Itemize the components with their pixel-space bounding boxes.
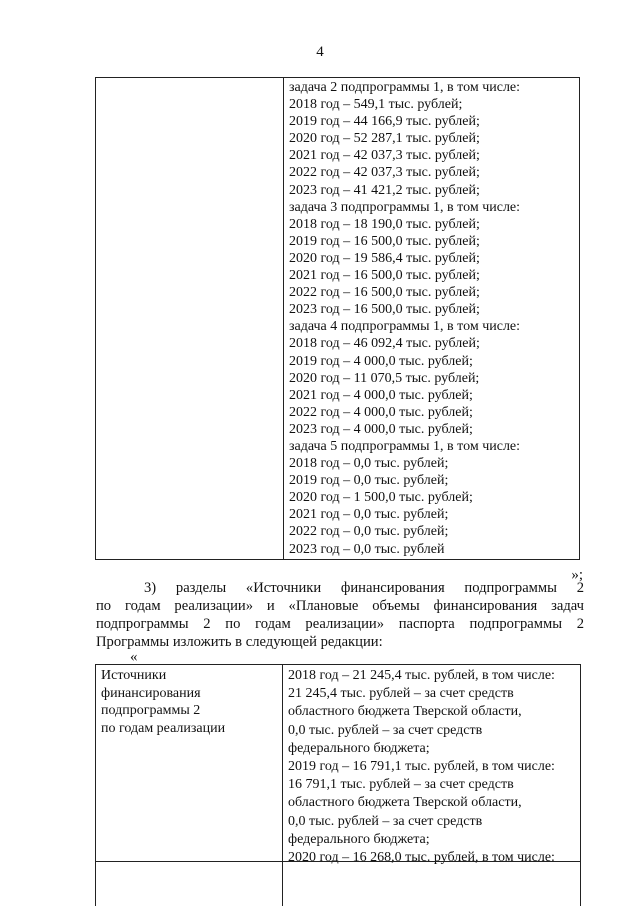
table1-line: 2019 год – 0,0 тыс. рублей;	[289, 473, 449, 489]
paragraph-line: подпрограммы 2 по годам реализации» паспорта подпрограммы 2	[96, 616, 584, 632]
closing-quote: »;	[571, 567, 583, 583]
table2-heading-line: финансирования	[101, 685, 201, 701]
page-number: 4	[316, 44, 324, 60]
table2-right-cell	[283, 665, 580, 906]
table1-line: 2019 год – 4 000,0 тыс. рублей;	[289, 353, 473, 369]
table1-line: 2019 год – 44 166,9 тыс. рублей;	[289, 114, 480, 130]
table1-line: 2023 год – 0,0 тыс. рублей	[289, 541, 445, 557]
table1-line: 2021 год – 0,0 тыс. рублей;	[289, 507, 449, 523]
table2-line: 21 245,4 тыс. рублей – за счет средств	[288, 686, 514, 702]
table1-right-cell	[284, 78, 579, 559]
table1-line: 2018 год – 18 190,0 тыс. рублей;	[289, 216, 480, 232]
table2-line: 0,0 тыс. рублей – за счет средств	[288, 722, 483, 738]
paragraph-line: 3) разделы «Источники финансирования подпрограммы 2	[144, 580, 584, 596]
table1-line: задача 2 подпрограммы 1, в том числе:	[289, 80, 521, 95]
table1-line: 2023 год – 41 421,2 тыс. рублей;	[289, 182, 480, 198]
table1-line: 2020 год – 52 287,1 тыс. рублей;	[289, 131, 480, 147]
table2-line: 0,0 тыс. рублей – за счет средств	[288, 813, 483, 829]
table2-heading-line: подпрограммы 2	[101, 703, 201, 718]
table1-line: 2020 год – 11 070,5 тыс. рублей;	[289, 370, 480, 386]
table2-line: 2018 год – 21 245,4 тыс. рублей, в том числе:	[288, 668, 555, 683]
table2-heading-line: Источники	[101, 668, 167, 683]
table1-line: 2019 год – 16 500,0 тыс. рублей;	[289, 233, 480, 249]
funding-sources-table	[95, 664, 581, 906]
table2-heading-line: по годам реализации	[101, 720, 226, 736]
table2-line: областного бюджета Тверской области,	[288, 795, 522, 811]
table1-line: 2021 год – 4 000,0 тыс. рублей;	[289, 387, 473, 403]
table1-line: задача 4 подпрограммы 1, в том числе:	[289, 319, 521, 335]
table1-line: задача 3 подпрограммы 1, в том числе:	[289, 199, 521, 215]
paragraph-line: Программы изложить в следующей редакции:	[96, 634, 383, 650]
table1-line: 2018 год – 549,1 тыс. рублей;	[289, 97, 463, 113]
table1-line: 2022 год – 42 037,3 тыс. рублей;	[289, 165, 480, 181]
table1-line: 2020 год – 1 500,0 тыс. рублей;	[289, 490, 473, 506]
table2-left-cell	[96, 665, 283, 906]
table1-left-cell	[96, 78, 284, 559]
opening-quote: «	[130, 649, 138, 665]
table2-row-divider	[95, 861, 581, 862]
table2-line: 16 791,1 тыс. рублей – за счет средств	[288, 777, 514, 793]
table2-line: федерального бюджета;	[288, 740, 430, 756]
table1-line: 2021 год – 16 500,0 тыс. рублей;	[289, 268, 480, 284]
table2-line: областного бюджета Тверской области,	[288, 704, 522, 720]
table1-line: 2022 год – 0,0 тыс. рублей;	[289, 524, 449, 540]
table1-line: задача 5 подпрограммы 1, в том числе:	[289, 438, 521, 454]
table2-line: 2019 год – 16 791,1 тыс. рублей, в том числе:	[288, 759, 555, 775]
amendment-paragraph	[96, 579, 584, 651]
table1-line: 2023 год – 4 000,0 тыс. рублей;	[289, 421, 473, 437]
table1-line: 2018 год – 0,0 тыс. рублей;	[289, 456, 449, 472]
paragraph-line: по годам реализации» и «Плановые объемы финансирования задач	[96, 598, 584, 614]
table1-line: 2023 год – 16 500,0 тыс. рублей;	[289, 302, 480, 318]
table2-line: федерального бюджета;	[288, 831, 430, 847]
table1-line: 2018 год – 46 092,4 тыс. рублей;	[289, 336, 480, 352]
table2-line: 2020 год – 16 268,0 тыс. рублей, в том числе:	[288, 850, 555, 866]
funding-tasks-table	[95, 77, 580, 560]
table1-line: 2022 год – 16 500,0 тыс. рублей;	[289, 285, 480, 301]
table1-line: 2022 год – 4 000,0 тыс. рублей;	[289, 404, 473, 420]
table1-line: 2020 год – 19 586,4 тыс. рублей;	[289, 250, 480, 266]
table1-line: 2021 год – 42 037,3 тыс. рублей;	[289, 148, 480, 164]
